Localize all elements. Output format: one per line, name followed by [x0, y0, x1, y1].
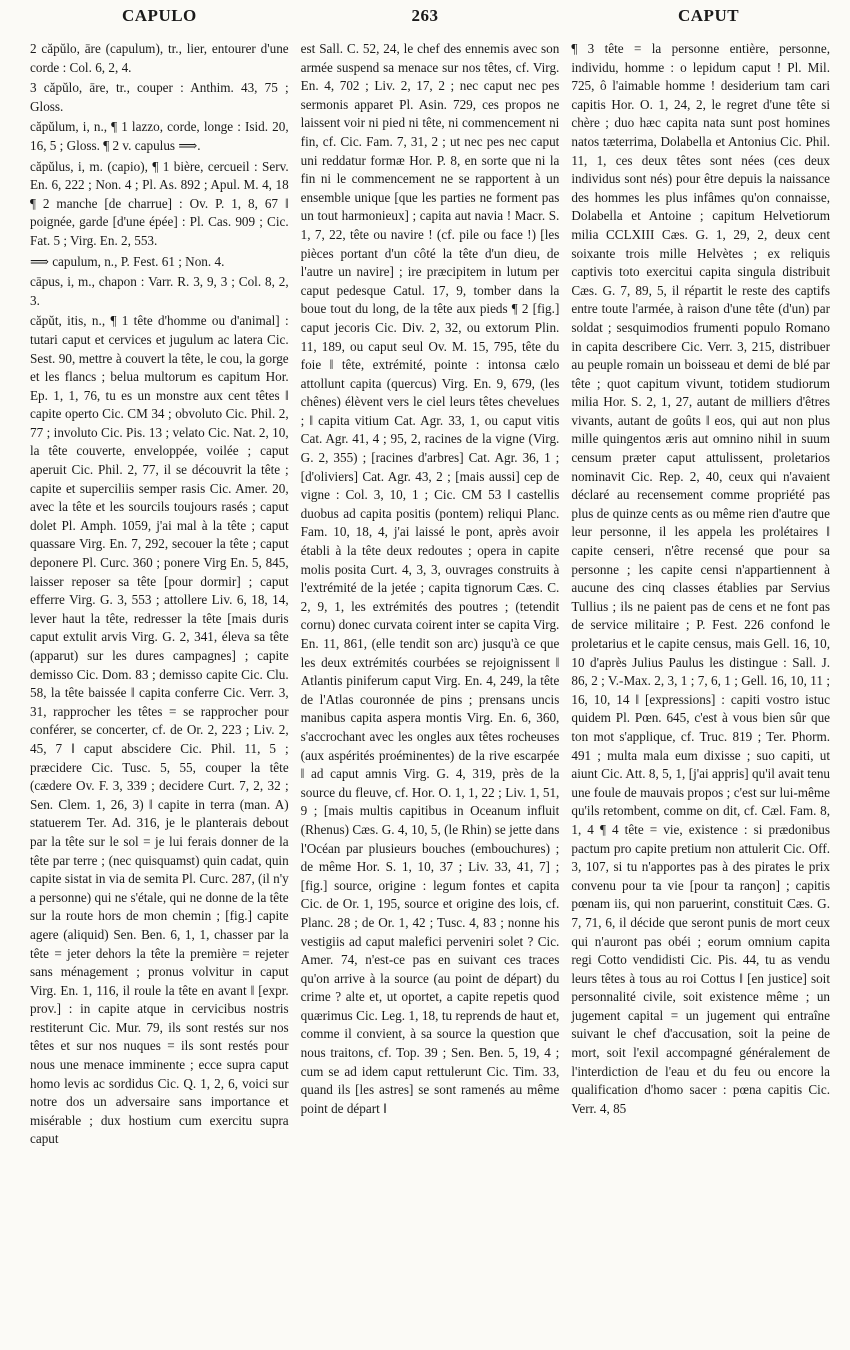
column-3	[571, 40, 830, 1342]
entry-capulus-note: ⟹ capulum, n., P. Fest. 61 ; Non. 4.	[30, 253, 225, 269]
entry-caput-continued: est Sall. C. 52, 24, le chef des ennemis avec son armée suspend sa menace sur nos têtes, cf. Virg. En. 4, 702 ; Liv. 2, 17, 2 ; nec caput nec pes sermonis apparet Pl. Asin. 729, ces propos ne laissent voir ni pied ni tête, ni commencement ni fin, cf. Cic. Fam. 7, 31, 2 ; ut nec pes nec caput uni reddatur formæ Hor. P. 8, en sorte que ni la fin ni le commencement ne se rapportent à un ensemble unique [que les parties ne forment pas un tout harmonieux] ; capita aut navia ! Macr. S. 1, 7, 22, tête ou navire ! (cf. pile ou face !) [les pièces portant d'un côté la tête d'un dieu, de l'autre un navire] ; ire præcipitem in lutum per caput pedesque Catul. 17, 9, tomber dans la boue tout du long, de la tête aux pieds ¶ 2 [fig.] caput jecoris Cic. Div. 2, 32, ou extorum Plin. 11, 189, ou caput seul Ov. M. 15, 795, tête du foie ‖ tête, extrémité, pointe : intonsa cælo attollunt capita (quercus) Virg. En. 9, 679, (les chênes) élèvent vers le ciel leurs têtes chevelues ; ‖ capita vitium Cat. Agr. 33, 1, ou caput vitis Cat. Agr. 41, 4 ; 95, 2, racines de la vigne (Virg. G. 2, 355) ; [racines d'arbres] Cat. Agr. 36, 1 ; [d'oliviers] Cat. Agr. 43, 2 ; [mais aussi] cep de vigne : Col. 3, 10, 1 ; Cic. CM 53 ‖ castellis duobus ad capita positis (pontem) reliqui Planc. Fam. 10, 18, 4, j'ai laissé le pont, après avoir établi à la tête deux redoutes ; opera in capite molis posita Curt. 4, 3, 3, ouvrages construits à l'extrémité de la jetée ; capita tignorum Cæs. C. 2, 9, 1, les extrémités des poutres ; (tetendit cornu) donec curvata coirent inter se capita Virg. En. 11, 861, (elle tendit son arc) jusqu'à ce que les deux extrémités courbées se rejoignissent ‖ Atlantis piniferum caput Virg. En. 4, 249, la tête de l'Atlas couronnée de pins ; prensans uncis manibus capita aspera montis Virg. En. 6, 360, s'accrochant avec les ongles aux têtes rocheuses (aux aspérités proéminentes) de la rive escarpée ‖ ad caput amnis Virg. G. 4, 319, près de la source du fleuve, cf. Hor. O. 1, 1, 22 ; Liv. 1, 51, 9 ; [mais multis capitibus in Oceanum influit (Rhenus) Cæs. G. 4, 10, 5, (le Rhin) se jette dans l'Océan par plusieurs bouches (embouchures) ; de même Hor. S. 1, 10, 37 ; Liv. 33, 41, 7] ; [fig.] source, origine : legum fontes et capita Cic. de Or. 1, 195, source et origine des lois, cf. Planc. 28 ; de Or. 1, 42 ; Tusc. 4, 83 ; nonne his vestigiis ad caput malefici perveniri solet ? Cic. Amer. 74, n'est-ce pas en suivant ces traces qu'on arrive à la source (au point de départ) du crime ? alte et, ut oportet, a capite repetis quod quærimus Cic. Leg. 1, 18, tu reprends de haut et, comme il convient, à sa source la question que nous traitons, cf. Top. 39 ; Sen. Ben. 5, 19, 4 ; cum se ad idem caput rettulerunt Cic. Tim. 33, quand ils [les astres] se sont ramenés au même point de départ ‖	[300, 41, 560, 1116]
entry-caput-sense-3-4: ¶ 3 tête = la personne entière, personne, individu, homme : o lepidum caput ! Pl. Mil. 725, ô l'aimable homme ! desiderium tam cari capitis Hor. O. 1, 24, 2, le regret d'une tête si chère ; duo hæc capita nata sunt post homines natos tæterrima, Dolabella et Antonius Cic. Phil. 11, 1, ces deux têtes sont nées (ces deux individus sont nés) pour être depuis la naissance des hommes les plus infâmes qu'on connaisse, Dolabella et Antoine ; capitum Helvetiorum milia CCLXIII Cæs. G. 1, 29, 2, deux cent soixante trois mille Helvètes ; ex reliquis captivis toto exercitui capita singula distribuit Cæs. G. 7, 89, 5, il répartit le reste des captifs entre toute l'armée, à raison d'une tête (d'un) par soldat ; sesquimodios frumenti populo Romano in capita describere Cic. Verr. 3, 215, distribuer au peuple romain un boisseau et demi de blé par tête ; quot capitum vivunt, totidem studiorum milia Hor. S. 2, 1, 27, autant de milliers d'êtres vivants, autant de goûts ‖ eos, qui aut non plus mille quingentos æris aut omnino nihil in suum censum præter caput attulissent, proletarios nominavit Cic. Rep. 2, 40, ceux qui n'avaient déclaré au recensement comme propriété pas plus de quinze cents as ou même rien d'autre que leur personne, il les appela les prolétaires ‖ capite censeri, n'être recensé que pour sa personne ; les capite censi n'appartiennent à aucune des cinq classes établies par Servius Tullius ; ils ne paient pas de cens et ne font pas de service militaire ; P. Fest. 226 confond le proletarius et le capite census, mais Gell. 16, 10, 10 d'après Julius Paulus les distingue : Sall. J. 86, 2 ; V.-Max. 2, 3, 1 ; 7, 6, 1 ; Gell. 16, 10, 11 ; 16, 10, 14 ‖ [expressions] : capiti vostro istuc quidem Pl. Pœn. 645, c'est à vous bien sûr que ton mot s'applique, cf. Truc. 819 ; Ter. Phorm. 491 ; multa mala eum dixisse ; suo capiti, ut aiunt Cic. Att. 8, 5, 1, [j'ai appris] qu'il avait tenu une foule de mauvais propos ; c'est sur lui-même qu'ils retombent, comme on dit, cf. Cæl. Fam. 8, 1, 4 ¶ 4 tête = vie, existence : si prædonibus pactum pro capite pretium non attulerit Cic. Off. 3, 107, si tu n'apportes pas à des pirates le prix convenu pour ta vie [pour ta rançon] ; capitis pœnam iis, qui non paruerint, constituit Cæs. G. 7, 71, 6, il décide que seront punis de mort ceux qui n'auront pas obéi ; eorum omnium capita regi Cotto vendidisti Cic. Pis. 44, tu as vendu leurs têtes à tous au roi Cottus ‖ [en justice] soit personnalité civile, soit existence même ; un jugement capital = un jugement qui entraîne suivant le chef d'accusation, soit la peine de mort, soit l'exil accompagné généralement de l'interdiction de l'eau et du feu ou encore la qualification d'homo sacer : pœna capitis Cic. Verr. 4, 85	[571, 41, 831, 1116]
dictionary-columns	[30, 40, 830, 1342]
entry-capulus: căpŭlus, i, m. (capio), ¶ 1 bière, cercueil : Serv. En. 6, 222 ; Non. 4 ; Pl. As. 892 ; Apul. M. 4, 18 ¶ 2 manche [de charrue] : Ov. P. 1, 8, 67 ‖ poignée, garde [d'une épée] : Pl. Cas. 909 ; Cic. Fat. 5 ; Virg. En. 2, 553.	[30, 158, 289, 248]
running-head-right: CAPUT	[678, 6, 740, 25]
entry-capulum: căpŭlum, i, n., ¶ 1 lazzo, corde, longe : Isid. 20, 16, 5 ; Gloss. ¶ 2 v. capulus ⟹.	[30, 119, 289, 153]
entry-capus: cāpus, i, m., chapon : Varr. R. 3, 9, 3 ; Col. 8, 2, 3.	[30, 274, 289, 308]
entry-capulo-3: 3 căpŭlo, āre, tr., couper : Anthim. 43, 75 ; Gloss.	[30, 80, 289, 114]
page-header	[0, 6, 850, 32]
column-1	[30, 40, 289, 1342]
column-2	[301, 40, 560, 1342]
entry-caput: căpŭt, itis, n., ¶ 1 tête d'homme ou d'animal] : tutari caput et cervices et jugulum ac latera Cic. Sest. 90, mettre à couvert la tête, le cou, la gorge et les flancs ; belua multorum es capitum Hor. Ep. 1, 1, 76, tu es un monstre aux cent têtes ‖ capite operto Cic. CM 34 ; obvoluto Cic. Phil. 2, 77 ; involuto Cic. Pis. 13 ; velato Cic. Nat. 2, 10, la tête couverte, enveloppée, voilée ; caput aperuit Cic. Phil. 2, 77, il se découvrit la tête ; capite et superciliis semper rasis Cic. Amer. 20, avec la tête et les sourcils toujours rasés ; caput dolet Pl. Amph. 1059, j'ai mal à la tête ; caput quassare Virg. En. 7, 292, secouer la tête ; caput deponere Pl. Curc. 360 ; ponere Virg En. 5, 845, laisser reposer sa tête [pour dormir] ; caput efferre Virg. G. 3, 553 ; attollere Liv. 6, 18, 14, lever haut la tête, redresser la tête [mais duris caput extulit arvis Virg. G. 2, 341, éleva sa tête (apparut) sur les dures campagnes] ; capite demisso Cic. Dom. 83 ; demisso capite Cic. Clu. 58, la tête baissée ‖ capita conferre Cic. Verr. 3, 31, rapprocher les têtes = se rapprocher pour conférer, se concerter, cf. de Or. 2, 223 ; Liv. 2, 45, 7 ‖ caput abscidere Cic. Phil. 11, 5 ; præcidere Cic. Tusc. 5, 55, couper la tête (cædere Ov. F. 3, 339 ; decidere Curt. 7, 2, 32 ; Sen. Clem. 1, 26, 3) ‖ capite in terra (man. A) statuerem Ter. Ad. 316, je le planterais debout par la tête sur le sol = je lui ferais donner de la tête par terre ; (nec quisquamst) quin cadat, quin capite sistat in via de semita Pl. Curc. 287, (il n'y a personne) qui ne s'étale, qui ne donne de la tête sur la route hors de mon chemin ; [fig.] capite agere (aliquid) Sen. Ben. 6, 1, 1, chasser par la tête = jeter dehors la tête la première = rejeter sans ménagement ; pronus volvitur in caput Virg. En. 1, 116, il roule la tête en avant ‖ [expr. prov.] : in capite atque in cervicibus nostris restiterunt Cic. Mur. 79, ils sont restés sur nos têtes et sur nos nuques = ils sont restés pour nous une menace imminente ; ecce supra caput homo levis ac sordidus Cic. Q. 1, 2, 6, voici sur notre dos un adversaire sans importance et misérable ; dux hostium cum exercitu supra caput	[30, 313, 289, 1147]
page-number: 263	[411, 6, 439, 25]
running-head-left: CAPULO	[122, 6, 197, 25]
entry-capulo-2: 2 căpŭlo, āre (capulum), tr., lier, entourer d'une corde : Col. 6, 2, 4.	[30, 41, 289, 75]
